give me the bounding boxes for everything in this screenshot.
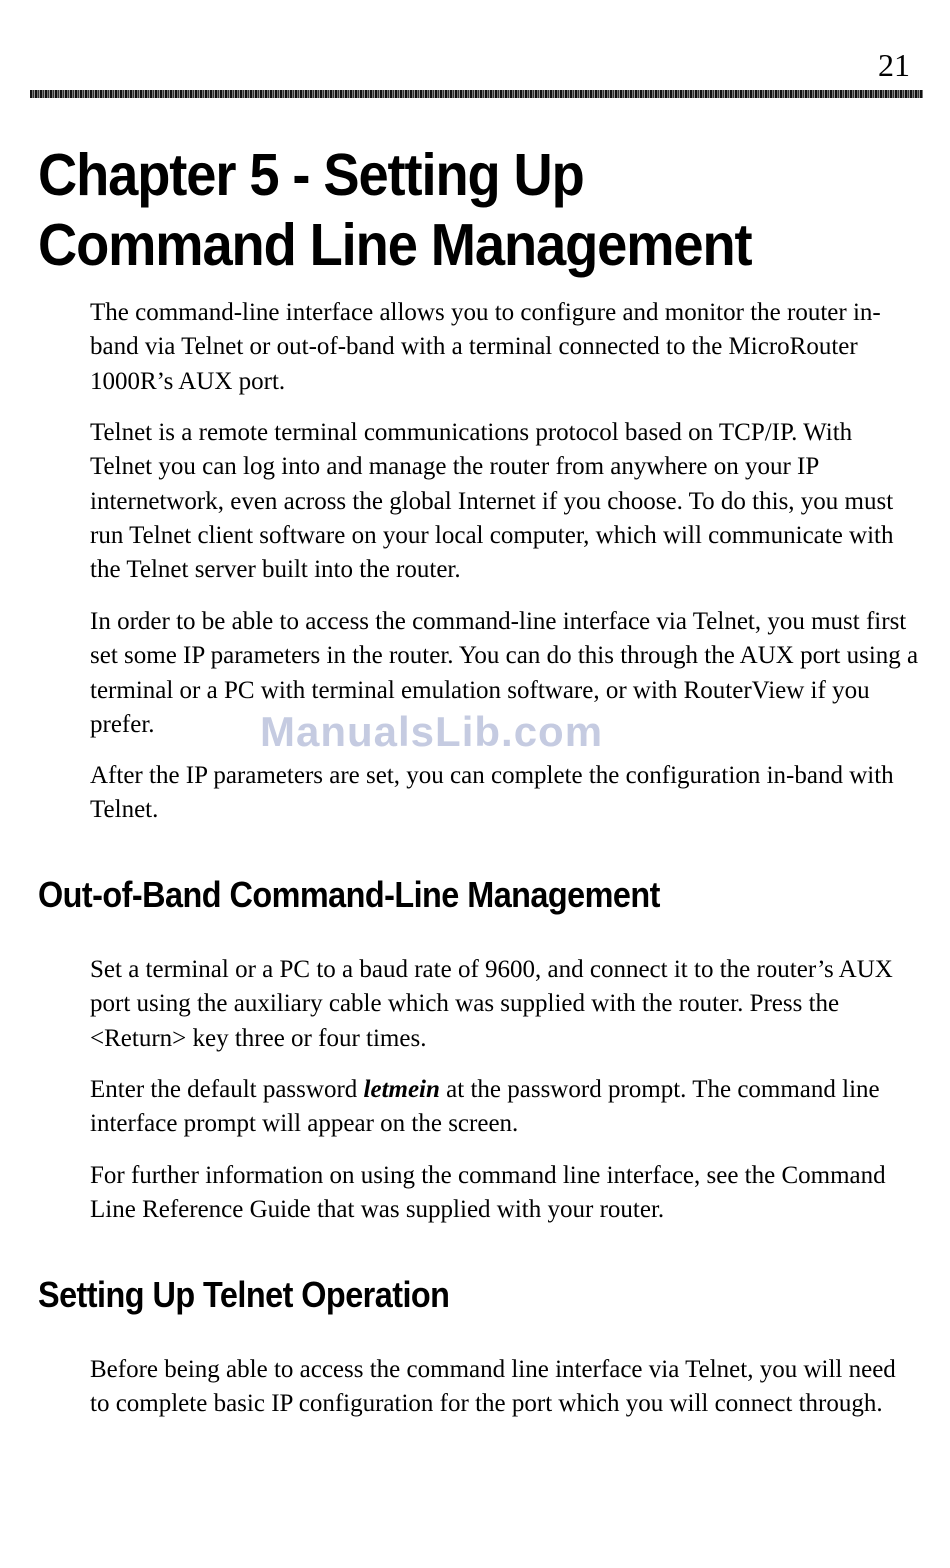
watermark: ManualsLib.com — [260, 708, 604, 755]
out-of-band-paragraph-1: Set a terminal or a PC to a baud rate of 9600, and connect it to the router’s AUX port using the auxiliary cable which was supplied with the router. Press the <Return> key three or four times. — [90, 956, 893, 1052]
chapter-title-line-1: Chapter 5 - Setting Up — [38, 142, 584, 208]
default-password: letmein — [363, 1076, 440, 1103]
out-of-band-paragraph-2 — [90, 1073, 920, 1142]
telnet-operation-paragraph-1: Before being able to access the command line interface via Telnet, you will need to complete basic IP configuration for the port which you will connect through. — [90, 1356, 896, 1418]
intro-paragraph-4: After the IP parameters are set, you can complete the configuration in-band with Telnet. — [90, 762, 894, 824]
section-heading-telnet-operation: Setting Up Telnet Operation — [38, 1274, 450, 1315]
section-heading-out-of-band: Out-of-Band Command-Line Management — [38, 874, 660, 915]
intro-paragraph-1: The command-line interface allows you to configure and monitor the router in-band via Telnet or out-of-band with a terminal connected to the MicroRouter 1000R’s AUX port. — [90, 299, 881, 395]
intro-paragraph-3: In order to be able to access the command-line interface via Telnet, you must first set some IP parameters in the router. You can do this through the AUX port using a terminal or a PC with terminal emulation software, or with RouterView if you prefer. — [90, 608, 919, 738]
password-text-after: at the password prompt. The command line interface prompt will appear on the screen. — [90, 1076, 880, 1138]
out-of-band-paragraph-3: For further information on using the command line interface, see the Command Line Reference Guide that was supplied with your router. — [90, 1162, 886, 1224]
chapter-title-line-2: Command Line Management — [38, 212, 752, 278]
intro-paragraph-2: Telnet is a remote terminal communications protocol based on TCP/IP. With Telnet you can log into and manage the router from anywhere on your IP internetwork, even across the global Internet if you choose. To do this, you must run Telnet client software on your local computer, which will communicate with the Telnet server built into the router. — [90, 419, 894, 584]
header-rule — [30, 90, 923, 98]
page-number: 21 — [878, 47, 910, 83]
password-text-before: Enter the default password — [90, 1076, 364, 1103]
chapter-title — [38, 140, 848, 280]
